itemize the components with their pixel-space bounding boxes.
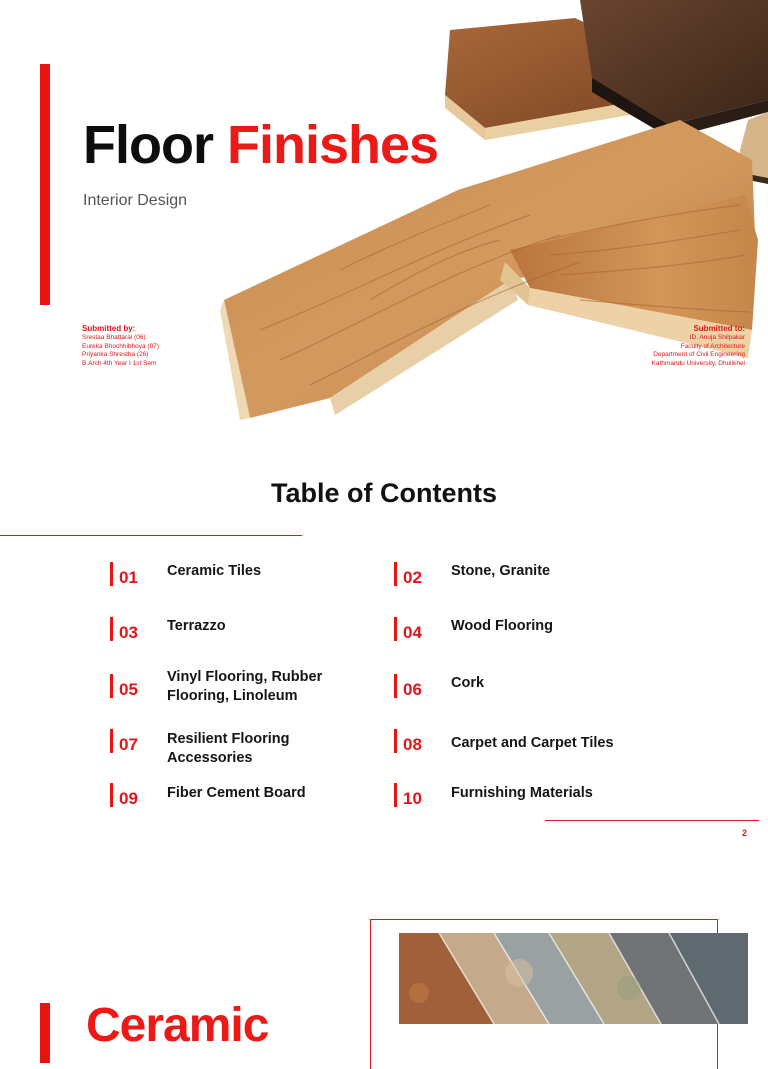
toc-item-bar	[394, 729, 397, 753]
toc-item-bar	[110, 729, 113, 753]
submitted-by-line: Priyanka Shrestha (26)	[82, 351, 149, 359]
page-title	[83, 110, 438, 180]
submitted-by-line: Eureka Bhochhibhoya (07)	[82, 342, 159, 350]
toc-item-01[interactable]	[110, 562, 370, 612]
title-word-finishes: Finishes	[227, 115, 439, 175]
toc-item-07[interactable]	[110, 729, 370, 779]
toc-item-label: Carpet and Carpet Tiles	[451, 735, 614, 751]
toc-item-bar	[110, 617, 113, 641]
toc-item-label: Ceramic Tiles	[167, 563, 262, 579]
submitted-by-heading: Submitted by:	[82, 324, 136, 333]
toc-item-number: 05	[119, 680, 138, 699]
toc-item-06[interactable]	[394, 674, 654, 724]
toc-item-label: Fiber Cement Board	[167, 785, 306, 801]
toc-item-03[interactable]	[110, 617, 370, 667]
toc-item-bar	[110, 783, 113, 807]
cover-slide	[0, 0, 768, 432]
toc-item-bar	[394, 783, 397, 807]
toc-item-number: 04	[403, 623, 422, 642]
toc-item-label: Terrazzo	[167, 618, 226, 634]
toc-item-label: Furnishing Materials	[451, 785, 593, 801]
toc-item-bar	[110, 562, 113, 586]
ceramic-tiles-image	[399, 933, 748, 1024]
toc-item-08[interactable]	[394, 729, 654, 779]
submitted-to-line: Faculty of Architecture	[680, 342, 745, 350]
page-number: 2	[742, 828, 748, 838]
divider-line	[545, 820, 759, 821]
submitted-to-line: Department of Civil Engineering	[653, 351, 745, 359]
toc-item-label: Wood Flooring	[451, 618, 554, 634]
toc-item-02[interactable]	[394, 562, 654, 612]
toc-item-label: Stone, Granite	[451, 563, 551, 579]
toc-item-04[interactable]	[394, 617, 654, 667]
toc-item-number: 02	[403, 568, 422, 587]
section-title: Ceramic	[86, 999, 269, 1052]
submitted-to-block	[652, 324, 745, 368]
toc-item-label: Cork	[451, 675, 485, 691]
title-accent-bar	[40, 64, 50, 305]
toc-item-number: 10	[403, 789, 422, 808]
toc-item-label: Vinyl Flooring, Rubber Flooring, Linoleum	[167, 669, 323, 704]
toc-item-bar	[394, 562, 397, 586]
toc-item-bar	[394, 674, 397, 698]
toc-item-label: Resilient Flooring Accessories	[167, 731, 290, 766]
submitted-to-line: Kathmandu University, Dhulikhel	[651, 359, 745, 367]
toc-item-number: 03	[119, 623, 138, 642]
subtitle: Interior Design	[83, 192, 188, 209]
toc-item-09[interactable]	[110, 783, 370, 833]
toc-item-number: 08	[403, 735, 422, 754]
toc-item-number: 09	[119, 789, 138, 808]
submitted-by-line: Srestaa Bhattarai (06)	[82, 334, 146, 341]
submitted-to-heading: Submitted to:	[693, 324, 745, 333]
toc-item-05[interactable]	[110, 669, 370, 724]
title-word-floor: Floor	[83, 115, 213, 175]
toc-item-number: 06	[403, 680, 422, 699]
toc-item-number: 01	[119, 568, 138, 587]
toc-item-number: 07	[119, 735, 138, 754]
toc-item-10[interactable]	[394, 783, 654, 833]
divider-line	[0, 535, 302, 536]
submitted-to-line: ID. Anuja Shilpakar	[689, 334, 745, 341]
submitted-by-block	[82, 324, 159, 368]
toc-item-bar	[110, 674, 113, 698]
submitted-by-line: B.Arch 4th Year I 1st Sem	[82, 359, 157, 367]
toc-item-bar	[394, 617, 397, 641]
title-accent-bar	[40, 1003, 50, 1063]
toc-title: Table of Contents	[271, 478, 497, 508]
